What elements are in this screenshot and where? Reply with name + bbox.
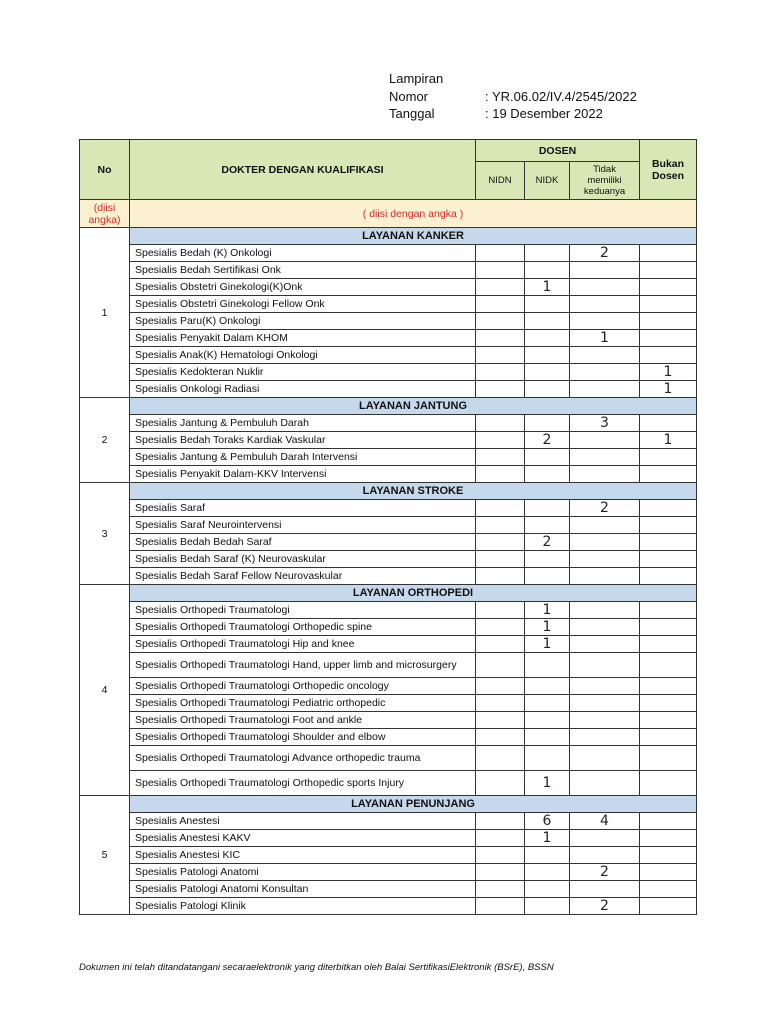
bukan-count (640, 636, 697, 653)
tidak-count (570, 534, 640, 551)
doctor-qualification: Spesialis Penyakit Dalam-KKV Intervensi (130, 466, 476, 483)
nomor-label: Nomor (389, 88, 429, 104)
section-header-row (80, 796, 697, 813)
nidk-count (525, 330, 570, 347)
doctor-qualification: Spesialis Penyakit Dalam KHOM (130, 330, 476, 347)
tidak-count (570, 678, 640, 695)
doctor-qualification: Spesialis Orthopedi Traumatologi Foot and ankle (130, 712, 476, 729)
section-number: 2 (80, 398, 130, 483)
nidk-count (525, 551, 570, 568)
table-row (80, 534, 697, 551)
nidk-count (525, 364, 570, 381)
nidn-count (476, 746, 525, 771)
doctor-qualification: Spesialis Obstetri Ginekologi Fellow Onk (130, 296, 476, 313)
nidk-count (525, 847, 570, 864)
nidk-count: 2 (525, 534, 570, 551)
nidk-count (525, 500, 570, 517)
table-row (80, 678, 697, 695)
tidak-count (570, 449, 640, 466)
col-dokter-header: DOKTER DENGAN KUALIFIKASI (130, 140, 476, 200)
table-row (80, 262, 697, 279)
doctor-qualification: Spesialis Orthopedi Traumatologi Shoulder and elbow (130, 729, 476, 746)
nidk-count: 2 (525, 432, 570, 449)
doctor-qualification: Spesialis Saraf Neurointervensi (130, 517, 476, 534)
nidn-count (476, 364, 525, 381)
nidk-count: 1 (525, 830, 570, 847)
table-row (80, 517, 697, 534)
col-no-header: No (80, 140, 130, 200)
table-row (80, 347, 697, 364)
doctor-qualification: Spesialis Jantung & Pembuluh Darah (130, 415, 476, 432)
table-row (80, 695, 697, 712)
note-no: (diisi angka) (80, 200, 130, 228)
tidak-count (570, 466, 640, 483)
tidak-count: 2 (570, 500, 640, 517)
tidak-count (570, 602, 640, 619)
tidak-count: 4 (570, 813, 640, 830)
table-row (80, 466, 697, 483)
bukan-count (640, 881, 697, 898)
nidn-count (476, 864, 525, 881)
table-row (80, 619, 697, 636)
table-row (80, 653, 697, 678)
doctor-qualification: Spesialis Orthopedi Traumatologi Orthopedic spine (130, 619, 476, 636)
doctor-qualification: Spesialis Orthopedi Traumatologi Advance orthopedic trauma (130, 746, 476, 771)
nidk-count (525, 898, 570, 915)
tidak-count (570, 296, 640, 313)
nidn-count (476, 313, 525, 330)
table-row (80, 746, 697, 771)
tidak-count (570, 746, 640, 771)
section-header-row (80, 585, 697, 602)
doctor-qualification: Spesialis Anestesi (130, 813, 476, 830)
table-row (80, 313, 697, 330)
bukan-count: 1 (640, 381, 697, 398)
tidak-count (570, 847, 640, 864)
tidak-count (570, 432, 640, 449)
nidk-count: 1 (525, 279, 570, 296)
table-row (80, 551, 697, 568)
tidak-count: 2 (570, 245, 640, 262)
doctor-qualification: Spesialis Orthopedi Traumatologi Hip and knee (130, 636, 476, 653)
nidk-count (525, 712, 570, 729)
nidn-count (476, 695, 525, 712)
doctor-qualification: Spesialis Patologi Anatomi Konsultan (130, 881, 476, 898)
bukan-count (640, 449, 697, 466)
nidn-count (476, 771, 525, 796)
bukan-count (640, 695, 697, 712)
nidn-count (476, 729, 525, 746)
doctor-qualification: Spesialis Jantung & Pembuluh Darah Intervensi (130, 449, 476, 466)
footer-note: Dokumen ini telah ditandatangani secaraelektronik yang diterbitkan oleh Balai SertifikasiElektronik (BSrE), BSSN (79, 962, 554, 973)
table-row (80, 279, 697, 296)
doctor-qualification: Spesialis Bedah Toraks Kardiak Vaskular (130, 432, 476, 449)
table-row (80, 830, 697, 847)
section-header-row (80, 398, 697, 415)
doctor-qualification: Spesialis Patologi Klinik (130, 898, 476, 915)
table-row (80, 864, 697, 881)
table-row (80, 432, 697, 449)
col-dosen-header: DOSEN (476, 140, 640, 162)
table-row (80, 296, 697, 313)
bukan-count (640, 847, 697, 864)
bukan-count (640, 245, 697, 262)
tidak-count (570, 364, 640, 381)
bukan-count (640, 347, 697, 364)
tidak-count (570, 695, 640, 712)
doctor-qualification: Spesialis Orthopedi Traumatologi Pediatric orthopedic (130, 695, 476, 712)
tidak-count (570, 551, 640, 568)
tidak-count: 2 (570, 864, 640, 881)
nidn-count (476, 466, 525, 483)
bukan-count (640, 712, 697, 729)
nidk-count (525, 746, 570, 771)
bukan-count (640, 771, 697, 796)
tidak-count (570, 279, 640, 296)
table-row (80, 847, 697, 864)
nidk-count (525, 415, 570, 432)
nidk-count (525, 653, 570, 678)
doctor-qualification: Spesialis Orthopedi Traumatologi Orthopedic oncology (130, 678, 476, 695)
table-row (80, 364, 697, 381)
lampiran-label: Lampiran (389, 71, 444, 86)
nidn-count (476, 678, 525, 695)
nidn-count (476, 381, 525, 398)
tanggal-row (389, 105, 637, 123)
doctor-qualification: Spesialis Orthopedi Traumatologi Orthopedic sports Injury (130, 771, 476, 796)
tidak-count (570, 381, 640, 398)
document-header (389, 70, 637, 123)
table-body (80, 228, 697, 915)
nidk-count (525, 449, 570, 466)
doctor-qualification: Spesialis Anestesi KAKV (130, 830, 476, 847)
bukan-count (640, 551, 697, 568)
doctor-qualification: Spesialis Paru(K) Onkologi (130, 313, 476, 330)
nidn-count (476, 330, 525, 347)
table-row (80, 415, 697, 432)
col-bukan-header: Bukan Dosen (640, 140, 697, 200)
nidk-count: 1 (525, 636, 570, 653)
tidak-count (570, 262, 640, 279)
doctor-qualification: Spesialis Kedokteran Nuklir (130, 364, 476, 381)
col-nidk-header: NIDK (525, 162, 570, 200)
nidk-count (525, 347, 570, 364)
nidn-count (476, 415, 525, 432)
section-number: 5 (80, 796, 130, 915)
nidn-count (476, 712, 525, 729)
col-tidak-header: Tidak memiliki keduanya (570, 162, 640, 200)
tidak-count (570, 830, 640, 847)
section-header-row (80, 228, 697, 245)
section-number: 4 (80, 585, 130, 796)
bukan-count (640, 653, 697, 678)
bukan-count (640, 678, 697, 695)
nidn-count (476, 262, 525, 279)
nidk-count: 6 (525, 813, 570, 830)
tidak-count: 3 (570, 415, 640, 432)
tidak-count (570, 313, 640, 330)
nidn-count (476, 551, 525, 568)
table-row (80, 330, 697, 347)
bukan-count (640, 898, 697, 915)
nidk-count (525, 729, 570, 746)
table-row (80, 881, 697, 898)
doctor-qualification: Spesialis Onkologi Radiasi (130, 381, 476, 398)
table-row (80, 381, 697, 398)
nidn-count (476, 653, 525, 678)
bukan-count (640, 279, 697, 296)
doctor-qualification: Spesialis Bedah Sertifikasi Onk (130, 262, 476, 279)
doctor-qualification: Spesialis Bedah Saraf (K) Neurovaskular (130, 551, 476, 568)
nidn-count (476, 296, 525, 313)
nidk-count (525, 466, 570, 483)
nidk-count (525, 245, 570, 262)
nidn-count (476, 517, 525, 534)
nidn-count (476, 898, 525, 915)
doctor-qualification: Spesialis Bedah (K) Onkologi (130, 245, 476, 262)
nidn-count (476, 619, 525, 636)
nidk-count (525, 695, 570, 712)
bukan-count (640, 466, 697, 483)
section-header-row (80, 483, 697, 500)
bukan-count: 1 (640, 364, 697, 381)
tidak-count (570, 636, 640, 653)
bukan-count (640, 296, 697, 313)
nomor-value: : YR.06.02/IV.4/2545/2022 (485, 88, 637, 104)
nidn-count (476, 534, 525, 551)
nidk-count (525, 678, 570, 695)
tanggal-label: Tanggal (389, 106, 435, 121)
nidn-count (476, 568, 525, 585)
tanggal-value: : 19 Desember 2022 (485, 106, 603, 121)
doctor-qualification: Spesialis Bedah Bedah Saraf (130, 534, 476, 551)
nidn-count (476, 500, 525, 517)
tidak-count (570, 712, 640, 729)
doctor-qualification-table (79, 139, 697, 915)
bukan-count (640, 729, 697, 746)
section-number: 1 (80, 228, 130, 398)
tidak-count (570, 771, 640, 796)
table-row (80, 712, 697, 729)
tidak-count: 2 (570, 898, 640, 915)
doctor-qualification: Spesialis Bedah Saraf Fellow Neurovaskular (130, 568, 476, 585)
section-number: 3 (80, 483, 130, 585)
bukan-count (640, 864, 697, 881)
tidak-count (570, 517, 640, 534)
nidn-count (476, 830, 525, 847)
section-title: LAYANAN JANTUNG (130, 398, 697, 415)
bukan-count (640, 568, 697, 585)
nidk-count (525, 381, 570, 398)
nidn-count (476, 245, 525, 262)
section-title: LAYANAN PENUNJANG (130, 796, 697, 813)
nidk-count (525, 864, 570, 881)
nidn-count (476, 279, 525, 296)
nidk-count: 1 (525, 771, 570, 796)
section-title: LAYANAN KANKER (130, 228, 697, 245)
tidak-count (570, 568, 640, 585)
nomor-row (389, 88, 637, 106)
nidk-count (525, 262, 570, 279)
nidk-count (525, 296, 570, 313)
bukan-count (640, 830, 697, 847)
bukan-count (640, 330, 697, 347)
section-title: LAYANAN ORTHOPEDI (130, 585, 697, 602)
nidk-count (525, 568, 570, 585)
doctor-qualification: Spesialis Patologi Anatomi (130, 864, 476, 881)
bukan-count (640, 415, 697, 432)
bukan-count (640, 534, 697, 551)
bukan-count (640, 619, 697, 636)
bukan-count (640, 517, 697, 534)
tidak-count (570, 729, 640, 746)
tidak-count (570, 347, 640, 364)
nidn-count (476, 847, 525, 864)
col-nidn-header: NIDN (476, 162, 525, 200)
table-row (80, 813, 697, 830)
doctor-qualification: Spesialis Obstetri Ginekologi(K)Onk (130, 279, 476, 296)
nidn-count (476, 432, 525, 449)
bukan-count (640, 313, 697, 330)
tidak-count: 1 (570, 330, 640, 347)
nidk-count (525, 517, 570, 534)
doctor-qualification: Spesialis Orthopedi Traumatologi Hand, upper limb and microsurgery (130, 653, 476, 678)
nidn-count (476, 602, 525, 619)
doctor-qualification: Spesialis Orthopedi Traumatologi (130, 602, 476, 619)
table-row (80, 898, 697, 915)
nidk-count (525, 313, 570, 330)
table-row (80, 636, 697, 653)
table-row (80, 568, 697, 585)
bukan-count (640, 602, 697, 619)
bukan-count: 1 (640, 432, 697, 449)
nidn-count (476, 347, 525, 364)
doctor-qualification: Spesialis Anestesi KIC (130, 847, 476, 864)
bukan-count (640, 262, 697, 279)
table-row (80, 449, 697, 466)
nidn-count (476, 636, 525, 653)
table-row (80, 729, 697, 746)
tidak-count (570, 881, 640, 898)
table-row (80, 771, 697, 796)
section-title: LAYANAN STROKE (130, 483, 697, 500)
nidn-count (476, 449, 525, 466)
table-row (80, 602, 697, 619)
nidn-count (476, 813, 525, 830)
doctor-qualification: Spesialis Saraf (130, 500, 476, 517)
table-row (80, 245, 697, 262)
nidk-count: 1 (525, 619, 570, 636)
nidk-count: 1 (525, 602, 570, 619)
doctor-qualification: Spesialis Anak(K) Hematologi Onkologi (130, 347, 476, 364)
nidn-count (476, 881, 525, 898)
note-main: ( diisi dengan angka ) (130, 200, 697, 228)
bukan-count (640, 813, 697, 830)
tidak-count (570, 619, 640, 636)
lampiran-row (389, 70, 637, 88)
table-row (80, 500, 697, 517)
tidak-count (570, 653, 640, 678)
nidk-count (525, 881, 570, 898)
bukan-count (640, 746, 697, 771)
bukan-count (640, 500, 697, 517)
